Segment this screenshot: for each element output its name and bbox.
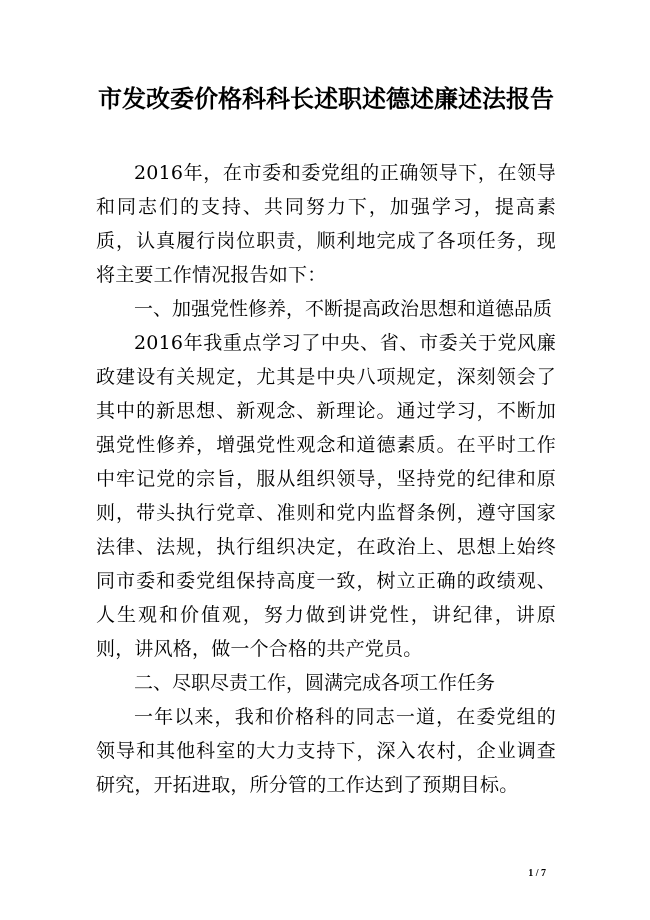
section-2-paragraph: 一年以来，我和价格科的同志一道，在委党组的领导和其他科室的大力支持下，深入农村，企业调查研究，开拓进取，所分管的工作达到了预期目标。: [96, 706, 556, 796]
page-number: 1 / 7: [528, 868, 546, 879]
document-body: [96, 156, 556, 802]
intro-paragraph: 2016年，在市委和委党组的正确领导下，在领导和同志们的支持、共同努力下，加强学习，提高素质，认真履行岗位职责，顺利地完成了各项任务，现将主要工作情况报告如下：: [96, 162, 556, 286]
section-heading-2: 二、尽职尽责工作，圆满完成各项工作任务: [134, 672, 496, 694]
document-title: 市发改委价格科科长述职述德述廉述法报告: [98, 85, 554, 113]
section-1-paragraph: 2016年我重点学习了中央、省、市委关于党风廉政建设有关规定，尤其是中央八项规定，深刻领会了其中的新思想、新观念、新理论。通过学习，不断加强党性修养，增强党性观念和道德素质。在平时工作中牢记党的宗旨，服从组织领导，坚持党的纪律和原则，带头执行党章、准则和党内监督条例，遵守国家法律、法规，执行组织决定，在政治上、思想上始终同市委和委党组保持高度一致，树立正确的政绩观、人生观和价值观，努力做到讲党性，讲纪律，讲原则，讲风格，做一个合格的共产党员。: [96, 332, 556, 660]
section-heading-1: 一、加强党性修养，不断提高政治思想和道德品质: [134, 298, 553, 320]
